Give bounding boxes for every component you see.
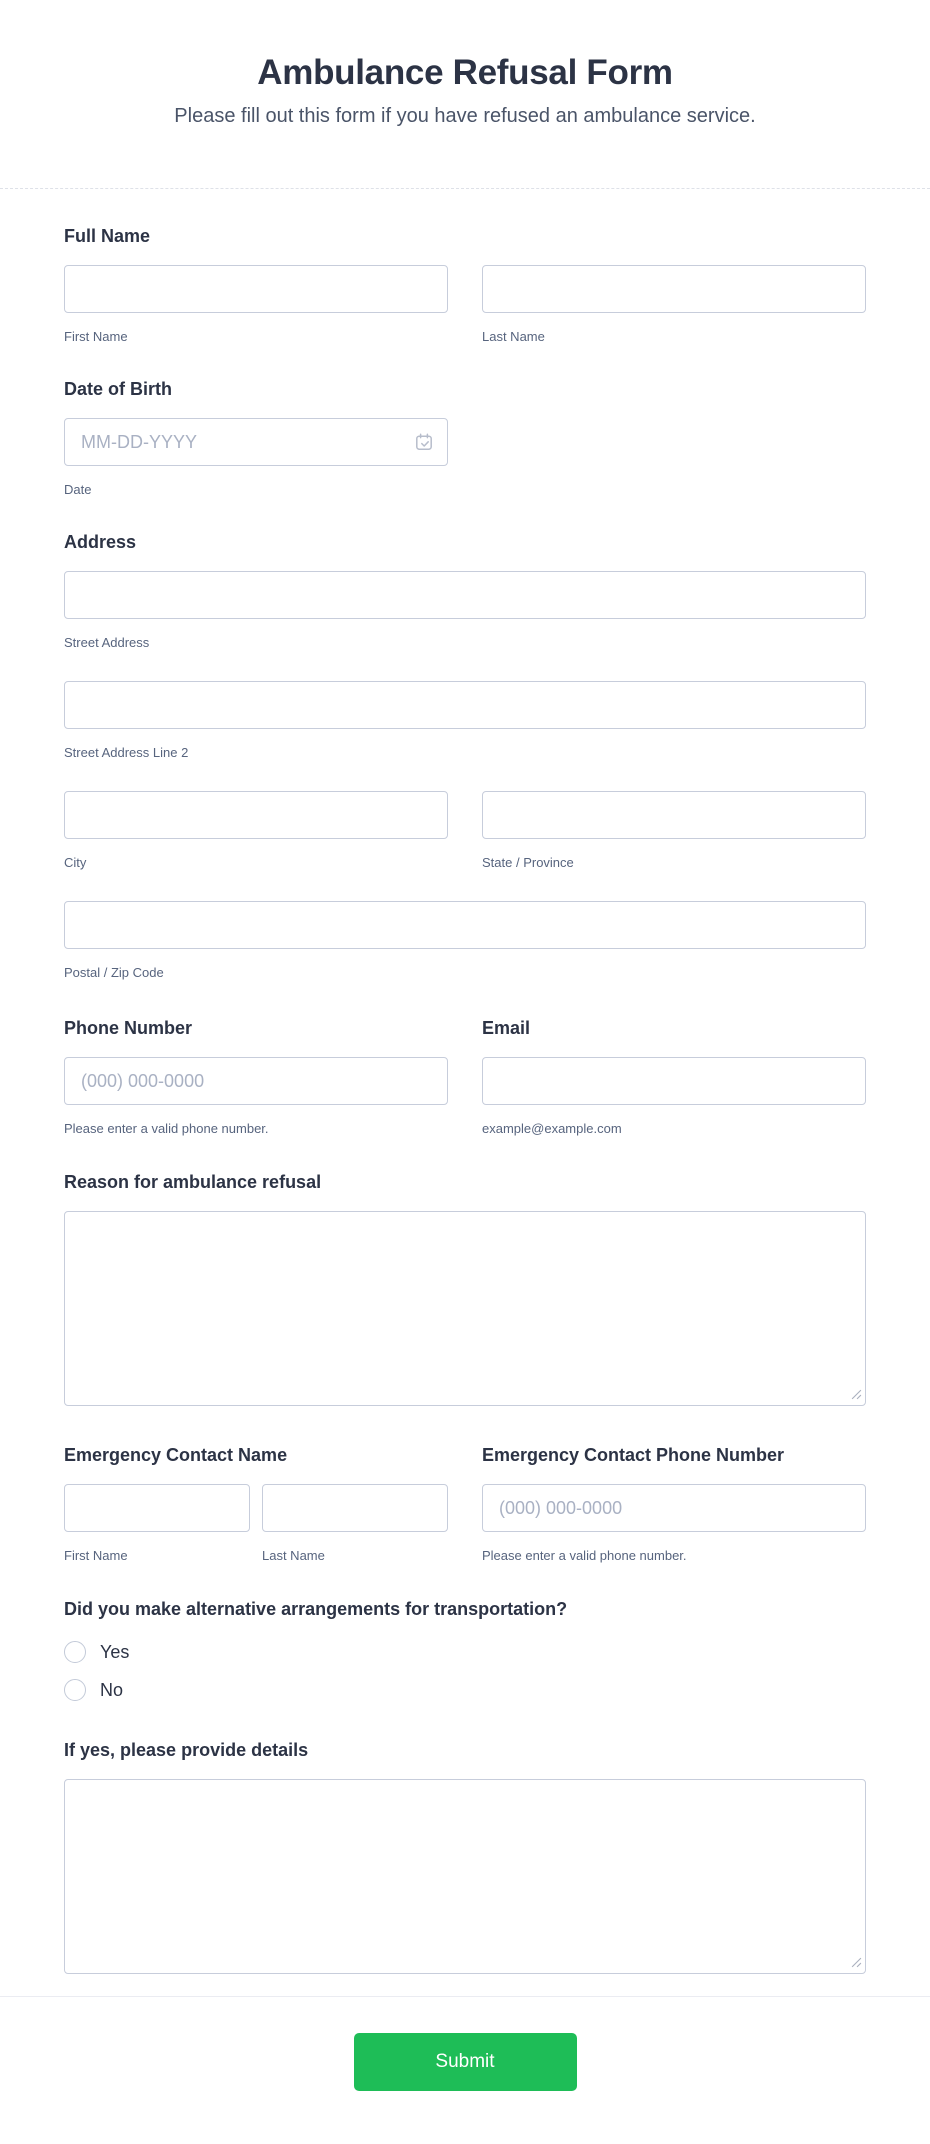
details-label: If yes, please provide details xyxy=(64,1740,309,1760)
field-address xyxy=(64,533,866,979)
emergency-name-col xyxy=(64,1446,448,1562)
date-input[interactable] xyxy=(64,418,448,466)
email-hint: example@example.com xyxy=(482,1121,622,1136)
textarea-resize-handle[interactable] xyxy=(851,1389,862,1400)
field-details xyxy=(64,1741,866,1974)
date-col xyxy=(64,418,448,496)
emergency-last-name-input[interactable] xyxy=(262,1484,448,1532)
radio-option-no[interactable] xyxy=(64,1679,866,1701)
date-empty-col xyxy=(482,418,866,496)
radio-no-label[interactable]: No xyxy=(100,1680,124,1700)
phone-label: Phone Number xyxy=(64,1018,193,1038)
radio-yes-circle[interactable] xyxy=(64,1641,86,1663)
form-subtitle: Please fill out this form if you have refused an ambulance service. xyxy=(174,105,756,127)
street-address2-sublabel: Street Address Line 2 xyxy=(64,745,189,760)
postal-sublabel: Postal / Zip Code xyxy=(64,965,164,980)
emergency-last-name-sublabel: Last Name xyxy=(262,1548,325,1563)
phone-hint: Please enter a valid phone number. xyxy=(64,1121,269,1136)
details-textarea[interactable] xyxy=(64,1779,866,1974)
emergency-first-name-input[interactable] xyxy=(64,1484,250,1532)
state-sublabel: State / Province xyxy=(482,855,574,870)
field-date-of-birth xyxy=(64,380,866,496)
street-address2-input[interactable] xyxy=(64,681,866,729)
postal-row xyxy=(64,901,866,979)
street-address2-row xyxy=(64,681,866,759)
phone-col xyxy=(64,1019,448,1135)
emergency-phone-col xyxy=(482,1446,866,1562)
field-alt-arrangements xyxy=(64,1600,866,1701)
emergency-first-half xyxy=(64,1484,250,1562)
email-label: Email xyxy=(482,1018,531,1038)
radio-yes-label[interactable]: Yes xyxy=(100,1642,130,1662)
form-header xyxy=(0,0,930,189)
city-input[interactable] xyxy=(64,791,448,839)
radio-option-yes[interactable] xyxy=(64,1641,866,1663)
form-title: Ambulance Refusal Form xyxy=(257,53,673,92)
full-name-first-col xyxy=(64,265,448,343)
emergency-name-label: Emergency Contact Name xyxy=(64,1445,288,1465)
street-address-sublabel: Street Address xyxy=(64,635,150,650)
state-col xyxy=(482,791,866,869)
full-name-last-col xyxy=(482,265,866,343)
street-address-row xyxy=(64,571,866,649)
emergency-phone-input[interactable] xyxy=(482,1484,866,1532)
reason-textarea[interactable] xyxy=(64,1211,866,1406)
city-sublabel: City xyxy=(64,855,87,870)
state-input[interactable] xyxy=(482,791,866,839)
emergency-phone-label: Emergency Contact Phone Number xyxy=(482,1445,785,1465)
address-label: Address xyxy=(64,532,137,552)
submit-button[interactable]: Submit xyxy=(354,2033,577,2091)
date-sublabel: Date xyxy=(64,482,92,497)
email-input[interactable] xyxy=(482,1057,866,1105)
street-address-input[interactable] xyxy=(64,571,866,619)
city-state-row xyxy=(64,791,866,869)
phone-input[interactable] xyxy=(64,1057,448,1105)
email-col xyxy=(482,1019,866,1135)
emergency-first-name-sublabel: First Name xyxy=(64,1548,128,1563)
field-phone-email xyxy=(64,1019,866,1135)
city-col xyxy=(64,791,448,869)
full-name-label: Full Name xyxy=(64,226,151,246)
field-full-name xyxy=(64,227,866,343)
last-name-input[interactable] xyxy=(482,265,866,313)
first-name-input[interactable] xyxy=(64,265,448,313)
emergency-phone-hint: Please enter a valid phone number. xyxy=(482,1548,687,1563)
radio-no-circle[interactable] xyxy=(64,1679,86,1701)
field-reason xyxy=(64,1173,866,1406)
date-of-birth-label: Date of Birth xyxy=(64,379,172,399)
emergency-last-half xyxy=(262,1484,448,1562)
reason-label: Reason for ambulance refusal xyxy=(64,1172,322,1192)
submit-area xyxy=(0,1997,930,2091)
field-emergency-contact xyxy=(64,1446,866,1562)
postal-input[interactable] xyxy=(64,901,866,949)
first-name-sublabel: First Name xyxy=(64,329,128,344)
textarea-resize-handle[interactable] xyxy=(851,1957,862,1968)
form-body xyxy=(0,189,930,1974)
alt-arrangements-label: Did you make alternative arrangements for transportation? xyxy=(64,1599,568,1619)
calendar-icon[interactable] xyxy=(413,431,435,453)
last-name-sublabel: Last Name xyxy=(482,329,545,344)
